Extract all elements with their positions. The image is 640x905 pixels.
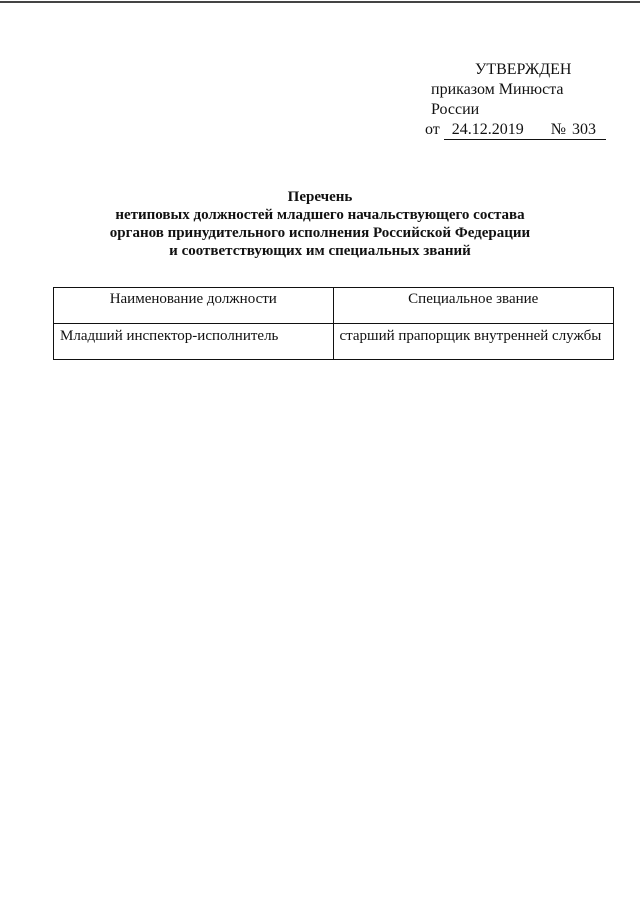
document-title [80, 188, 560, 260]
order-date-number-line [425, 120, 615, 140]
header-special-rank: Специальное звание [333, 288, 614, 324]
table-header-row [54, 288, 614, 324]
header-position-name: Наименование должности [54, 288, 334, 324]
title-line-2: нетиповых должностей младшего начальствующего состава [115, 207, 525, 223]
title-line-4: и соответствующих им специальных званий [169, 243, 471, 259]
date-prefix: от [425, 121, 440, 138]
title-line-1: Перечень [287, 189, 353, 205]
cell-special-rank: старший прапорщик внутренней службы [333, 324, 614, 360]
approved-heading: УТВЕРЖДЕН [475, 61, 572, 78]
order-issuer: приказом Минюста России [431, 81, 564, 118]
table-row [54, 324, 614, 360]
approval-stamp [425, 60, 615, 140]
title-line-3: органов принудительного исполнения Российской Федерации [109, 225, 531, 241]
order-date: 24.12.2019 [444, 121, 552, 140]
order-number: 303 [566, 121, 606, 140]
number-sign: № [550, 121, 567, 138]
positions-table [53, 287, 614, 360]
cell-position-name: Младший инспектор-исполнитель [54, 324, 334, 360]
page-top-border [0, 1, 640, 3]
